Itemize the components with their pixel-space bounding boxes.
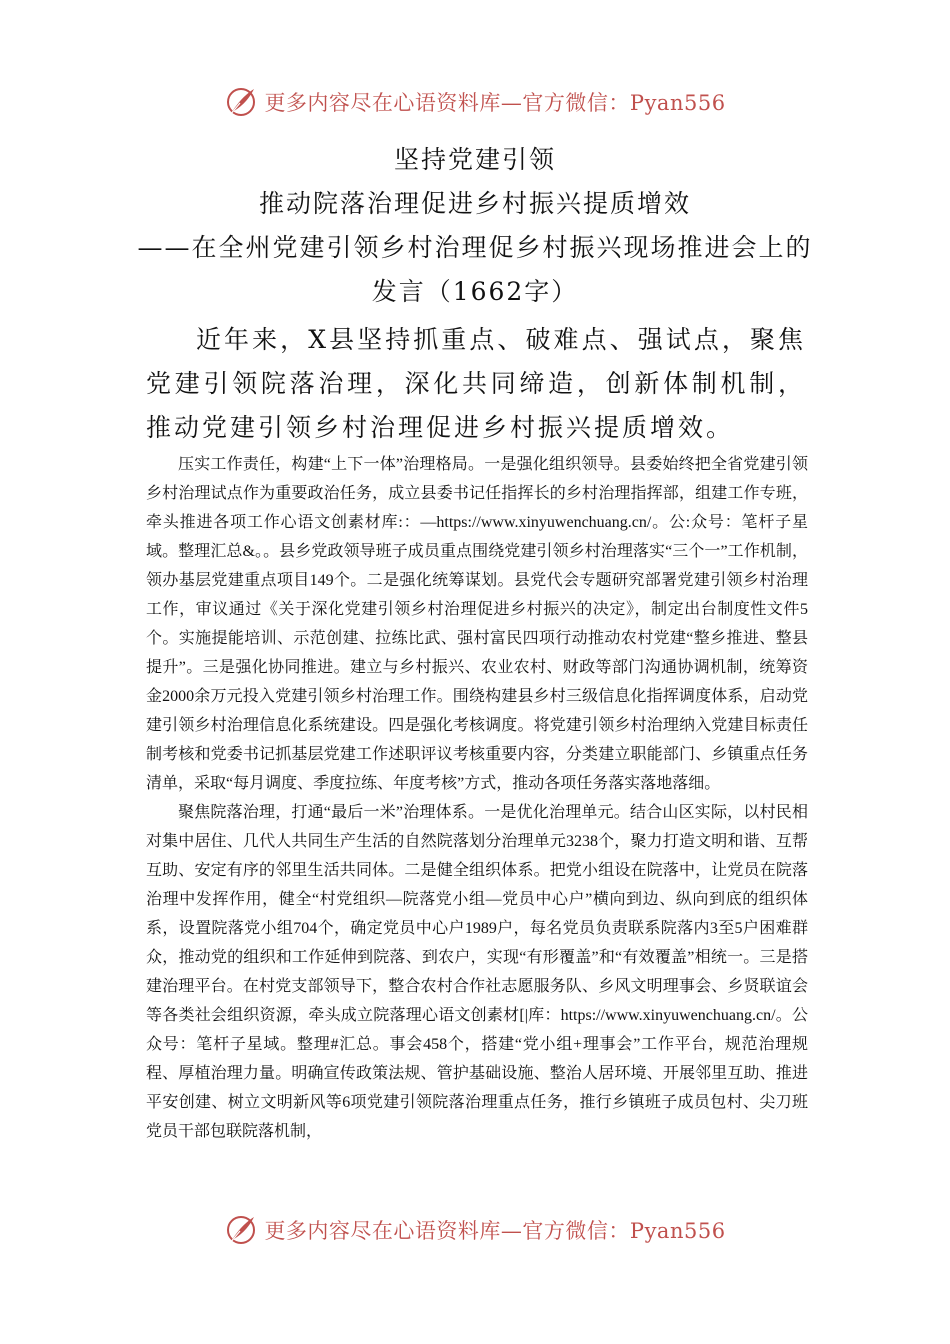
document-title-block xyxy=(0,138,950,314)
title-line-1: 坚持党建引领 xyxy=(393,145,556,174)
watermark-footer xyxy=(0,1210,950,1250)
watermark-header xyxy=(0,82,950,122)
title-line-4: 发言（1662字） xyxy=(371,277,579,306)
body-paragraph-2: 聚焦院落治理，打通“最后一米”治理体系。一是优化治理单元。结合山区实际，以村民相对集中居住、几代人共同生产生活的自然院落划分治理单元3238个，聚力打造文明和谐、互帮互助、安定有序的邻里生活共同体。二是健全组织体系。把党小组设在院落中，让党员在院落治理中发挥作用，健全“村党组织—院落党小组—党员中心户”横向到边、纵向到底的组织体系，设置院落党小组704个，确定党员中心户1989户，每名党员负责联系院落内3至5户困难群众，推动党的组织和工作延伸到院落、到农户，实现“有形覆盖”和“有效覆盖”相统一。三是搭建治理平台。在村党支部领导下，整合农村合作社志愿服务队、乡风文明理事会、乡贤联谊会等各类社会组织资源，牵头成立院落理心语文创素材[|库：https://www.xinyuwenchuang.cn/。公众号：笔杆子星域。整理#汇总。事会458个，搭建“党小组+理事会”工作平台，规范治理规程、厚植治理力量。明确宣传政策法规、管护基础设施、整治人居环境、开展邻里互助、推进平安创建、树立文明新风等6项党建引领院落治理重点任务，推行乡镇班子成员包村、尖刀班党员干部包联院落机制， xyxy=(146,804,808,1140)
watermark-text: 更多内容尽在心语资料库—官方微信：Pyan556 xyxy=(264,1219,726,1243)
watermark-text: 更多内容尽在心语资料库—官方微信：Pyan556 xyxy=(264,91,726,115)
feather-pen-logo-icon xyxy=(224,1213,258,1247)
feather-pen-logo-icon xyxy=(224,85,258,119)
title-line-2: 推动院落治理促进乡村振兴提质增效 xyxy=(258,189,691,218)
title-line-3: ——在全州党建引领乡村治理促乡村振兴现场推进会上的 xyxy=(137,233,813,262)
body-text xyxy=(146,450,808,1146)
body-paragraph-1: 压实工作责任，构建“上下一体”治理格局。一是强化组织领导。县委始终把全省党建引领乡村治理试点作为重要政治任务，成立县委书记任指挥长的乡村治理指挥部，组建工作专班，牵头推进各项工作心语文创素材库:：—https://www.xinyuwenchuang.cn/。公:众号：笔杆子星域。整理汇总&。。县乡党政领导班子成员重点围绕党建引领乡村治理落实“三个一”工作机制，领办基层党建重点项目149个。二是强化统筹谋划。县党代会专题研究部署党建引领乡村治理工作，审议通过《关于深化党建引领乡村治理促进乡村振兴的决定》，制定出台制度性文件5个。实施提能培训、示范创建、拉练比武、强村富民四项行动推动农村党建“整乡推进、整县提升”。三是强化协同推进。建立与乡村振兴、农业农村、财政等部门沟通协调机制，统筹资金2000余万元投入党建引领乡村治理工作。围绕构建县乡村三级信息化指挥调度体系，启动党建引领乡村治理信息化系统建设。四是强化考核调度。将党建引领乡村治理纳入党建目标责任制考核和党委书记抓基层党建工作述职评议考核重要内容，分类建立职能部门、乡镇重点任务清单，采取“每月调度、季度拉练、年度考核”方式，推动各项任务落实落地落细。 xyxy=(146,456,808,792)
lead-paragraph: 近年来，X县坚持抓重点、破难点、强试点，聚焦党建引领院落治理，深化共同缔造，创新体制机制，推动党建引领乡村治理促进乡村振兴提质增效。 xyxy=(146,325,806,442)
